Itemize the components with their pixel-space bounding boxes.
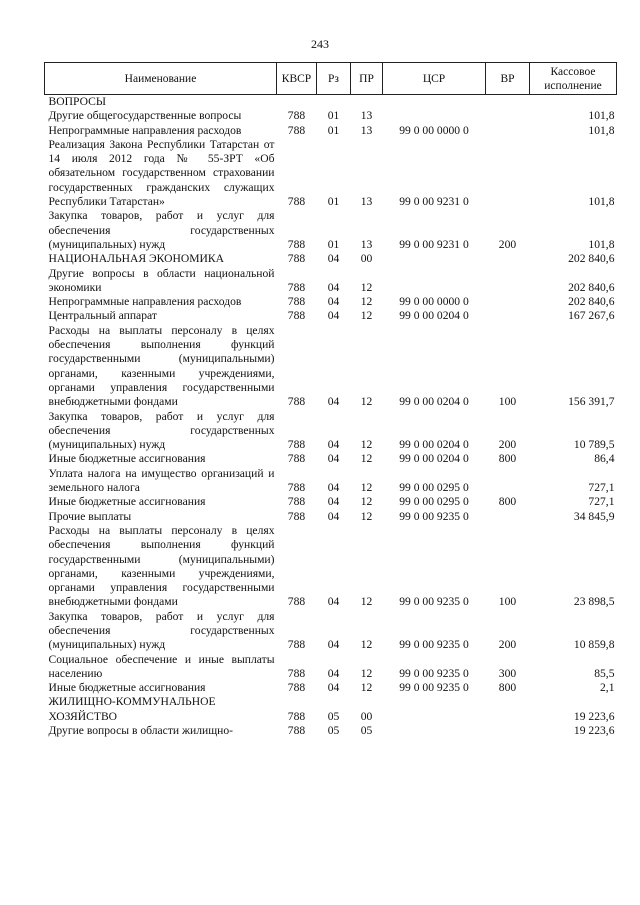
cell-csr: 99 0 00 0000 0	[399, 295, 469, 309]
header-amount-line1: Кассовое	[550, 65, 596, 78]
page-number: 243	[311, 37, 329, 51]
cell-csr: 99 0 00 0295 0	[399, 481, 469, 495]
cell-vr: 800	[498, 495, 517, 509]
cell-amount: 19 223,6	[573, 709, 615, 723]
cell-amount: 101,8	[588, 123, 615, 137]
cell-csr: 99 0 00 0000 0	[399, 123, 469, 137]
cell-kvsr: 788	[287, 481, 306, 495]
cell-kvsr: 788	[287, 395, 306, 409]
cell-rz: 04	[327, 495, 340, 509]
cell-vr: 200	[498, 638, 517, 652]
cell-name: Социальное обеспечение и иные выплаты населению	[48, 652, 275, 680]
table-row	[45, 295, 617, 309]
table-row	[45, 467, 617, 496]
table-header-row	[45, 63, 617, 95]
cell-name: ЖИЛИЩНО-КОММУНАЛЬНОЕ ХОЗЯЙСТВО	[48, 695, 216, 723]
cell-name: Другие вопросы в области жилищно-	[48, 724, 233, 738]
cell-kvsr: 788	[287, 123, 306, 137]
table-row	[45, 109, 617, 123]
cell-rz: 04	[327, 309, 340, 323]
cell-name: Другие вопросы в области национальной экономики	[48, 266, 275, 294]
cell-pr	[351, 95, 383, 110]
cell-pr: 12	[360, 395, 373, 409]
cell-rz: 04	[327, 509, 340, 523]
cell-name: Непрограммные направления расходов	[48, 295, 242, 309]
cell-rz: 04	[327, 395, 340, 409]
cell-rz: 04	[327, 666, 340, 680]
cell-rz: 04	[327, 638, 340, 652]
cell-rz: 05	[327, 709, 340, 723]
cell-vr	[486, 295, 530, 309]
cell-vr	[486, 510, 530, 524]
cell-csr: 99 0 00 9231 0	[399, 237, 469, 251]
cell-pr: 12	[360, 666, 373, 680]
cell-vr: 300	[498, 666, 517, 680]
cell-csr: 99 0 00 0295 0	[399, 495, 469, 509]
table-row	[45, 309, 617, 323]
header-amount	[530, 63, 617, 95]
cell-name: Расходы на выплаты персоналу в целях обеспечения выполнения функций государственными (муниципальными) органами, казенными учреждениями, органами управления государственными внебюджетными фондами	[48, 323, 275, 409]
cell-vr	[486, 252, 530, 266]
cell-kvsr	[277, 95, 317, 110]
cell-kvsr: 788	[287, 109, 306, 123]
budget-table	[44, 62, 617, 738]
cell-amount: 202 840,6	[568, 252, 615, 266]
cell-pr: 12	[360, 509, 373, 523]
cell-name: Иные бюджетные ассигнования	[48, 681, 206, 695]
cell-rz: 04	[327, 595, 340, 609]
cell-csr	[383, 695, 486, 724]
cell-kvsr: 788	[287, 709, 306, 723]
cell-rz	[317, 95, 351, 110]
cell-rz: 04	[327, 452, 340, 466]
cell-kvsr: 788	[287, 309, 306, 323]
table-row	[45, 495, 617, 509]
cell-rz: 01	[327, 109, 340, 123]
cell-rz: 01	[327, 195, 340, 209]
cell-amount: 19 223,6	[573, 724, 615, 738]
table-row	[45, 524, 617, 610]
table-row	[45, 209, 617, 252]
header-name: Наименование	[45, 63, 277, 95]
cell-vr	[486, 467, 530, 496]
cell-vr	[486, 724, 530, 738]
cell-vr: 200	[498, 237, 517, 251]
cell-csr: 99 0 00 0204 0	[399, 395, 469, 409]
cell-csr: 99 0 00 9231 0	[399, 195, 469, 209]
cell-vr	[486, 695, 530, 724]
cell-vr	[486, 309, 530, 323]
cell-kvsr: 788	[287, 195, 306, 209]
cell-amount: 101,8	[588, 109, 615, 123]
cell-kvsr: 788	[287, 280, 306, 294]
cell-kvsr: 788	[287, 252, 306, 266]
table-row	[45, 410, 617, 453]
table-row	[45, 510, 617, 524]
cell-kvsr: 788	[287, 666, 306, 680]
cell-pr: 00	[360, 709, 373, 723]
header-rz: Рз	[317, 63, 351, 95]
cell-name: НАЦИОНАЛЬНАЯ ЭКОНОМИКА	[48, 252, 225, 266]
cell-amount: 202 840,6	[568, 280, 615, 294]
cell-rz: 04	[327, 681, 340, 695]
cell-pr: 13	[360, 123, 373, 137]
cell-name: Другие общегосударственные вопросы	[48, 109, 242, 123]
cell-vr	[486, 95, 530, 110]
table-row	[45, 124, 617, 138]
cell-kvsr: 788	[287, 452, 306, 466]
header-kvsr: КВСР	[277, 63, 317, 95]
cell-rz: 05	[327, 724, 340, 738]
cell-vr: 100	[498, 395, 517, 409]
cell-pr: 12	[360, 438, 373, 452]
cell-pr: 05	[360, 724, 373, 738]
cell-kvsr: 788	[287, 681, 306, 695]
table-row	[45, 138, 617, 209]
cell-rz: 01	[327, 123, 340, 137]
table-row	[45, 681, 617, 695]
cell-amount: 86,4	[594, 452, 615, 466]
header-amount-line2: исполнение	[544, 79, 602, 92]
cell-vr	[486, 124, 530, 138]
cell-vr	[486, 267, 530, 296]
cell-csr: 99 0 00 9235 0	[399, 681, 469, 695]
cell-rz: 04	[327, 252, 340, 266]
cell-csr: 99 0 00 0204 0	[399, 438, 469, 452]
cell-pr: 13	[360, 237, 373, 251]
cell-name: Реализация Закона Республики Татарстан от 14 июля 2012 года № 55-ЗРТ «Об обязательном государственном страховании государственных гражданских служащих Республики Татарстан»	[48, 137, 275, 209]
cell-pr: 12	[360, 481, 373, 495]
cell-name: Прочие выплаты	[48, 509, 132, 523]
cell-vr: 800	[498, 681, 517, 695]
cell-csr: 99 0 00 0204 0	[399, 452, 469, 466]
header-pr: ПР	[351, 63, 383, 95]
cell-amount: 101,8	[588, 237, 615, 251]
cell-pr: 12	[360, 309, 373, 323]
table-row	[45, 95, 617, 110]
cell-name: Закупка товаров, работ и услуг для обеспечения государственных (муниципальных) нужд	[48, 209, 275, 251]
cell-amount: 727,1	[588, 495, 615, 509]
cell-name: Уплата налога на имущество организаций и земельного налога	[48, 466, 275, 495]
cell-name: Закупка товаров, работ и услуг для обеспечения государственных (муниципальных) нужд	[48, 609, 275, 652]
cell-csr: 99 0 00 9235 0	[399, 595, 469, 609]
cell-amount: 23 898,5	[573, 595, 615, 609]
cell-amount: 156 391,7	[568, 395, 615, 409]
cell-csr	[383, 109, 486, 123]
cell-kvsr: 788	[287, 509, 306, 523]
table-row	[45, 653, 617, 682]
table-row	[45, 724, 617, 738]
cell-vr: 100	[498, 595, 517, 609]
cell-name: Иные бюджетные ассигнования	[48, 452, 206, 466]
cell-kvsr: 788	[287, 724, 306, 738]
cell-pr: 12	[360, 295, 373, 309]
cell-rz: 04	[327, 438, 340, 452]
cell-pr: 12	[360, 681, 373, 695]
cell-name: Иные бюджетные ассигнования	[48, 495, 206, 509]
cell-kvsr: 788	[287, 638, 306, 652]
cell-amount: 34 845,9	[573, 509, 615, 523]
cell-pr: 12	[360, 595, 373, 609]
cell-name: Закупка товаров, работ и услуг для обеспечения государственных (муниципальных) нужд	[48, 409, 275, 452]
table-body	[45, 95, 617, 739]
cell-pr: 13	[360, 109, 373, 123]
cell-csr	[383, 252, 486, 266]
cell-csr: 99 0 00 0204 0	[399, 309, 469, 323]
cell-amount: 10 859,8	[573, 638, 615, 652]
table-row	[45, 452, 617, 466]
cell-amount: 10 789,5	[573, 438, 615, 452]
cell-csr	[383, 724, 486, 738]
cell-kvsr: 788	[287, 595, 306, 609]
cell-rz: 04	[327, 481, 340, 495]
table-row	[45, 610, 617, 653]
cell-vr	[486, 109, 530, 123]
header-vr: ВР	[486, 63, 530, 95]
cell-name: Центральный аппарат	[48, 309, 157, 323]
cell-amount: 101,8	[588, 195, 615, 209]
cell-amount: 85,5	[594, 666, 615, 680]
cell-vr	[486, 138, 530, 209]
cell-csr	[383, 267, 486, 296]
cell-csr: 99 0 00 9235 0	[399, 666, 469, 680]
cell-name: ВОПРОСЫ	[48, 95, 106, 108]
cell-rz: 04	[327, 280, 340, 294]
cell-vr: 200	[498, 438, 517, 452]
cell-pr: 12	[360, 495, 373, 509]
table-row	[45, 695, 617, 724]
cell-name: Непрограммные направления расходов	[48, 123, 242, 137]
cell-kvsr: 788	[287, 438, 306, 452]
table-row	[45, 252, 617, 266]
cell-pr: 12	[360, 280, 373, 294]
cell-amount	[530, 95, 617, 110]
table-row	[45, 324, 617, 410]
cell-amount: 202 840,6	[568, 295, 615, 309]
cell-kvsr: 788	[287, 495, 306, 509]
header-csr: ЦСР	[383, 63, 486, 95]
cell-amount: 727,1	[588, 481, 615, 495]
cell-pr: 12	[360, 452, 373, 466]
cell-name: Расходы на выплаты персоналу в целях обеспечения выполнения функций государственными (муниципальными) органами, казенными учреждениями, органами управления государственными внебюджетными фондами	[48, 523, 275, 609]
cell-csr: 99 0 00 9235 0	[399, 509, 469, 523]
cell-amount: 167 267,6	[568, 309, 615, 323]
cell-amount: 2,1	[600, 681, 615, 695]
cell-kvsr: 788	[287, 295, 306, 309]
cell-vr: 800	[498, 452, 517, 466]
cell-kvsr: 788	[287, 237, 306, 251]
cell-pr: 13	[360, 195, 373, 209]
cell-rz: 04	[327, 295, 340, 309]
cell-csr	[383, 95, 486, 110]
cell-pr: 00	[360, 252, 373, 266]
cell-pr: 12	[360, 638, 373, 652]
table-row	[45, 267, 617, 296]
cell-rz: 01	[327, 237, 340, 251]
cell-csr: 99 0 00 9235 0	[399, 638, 469, 652]
